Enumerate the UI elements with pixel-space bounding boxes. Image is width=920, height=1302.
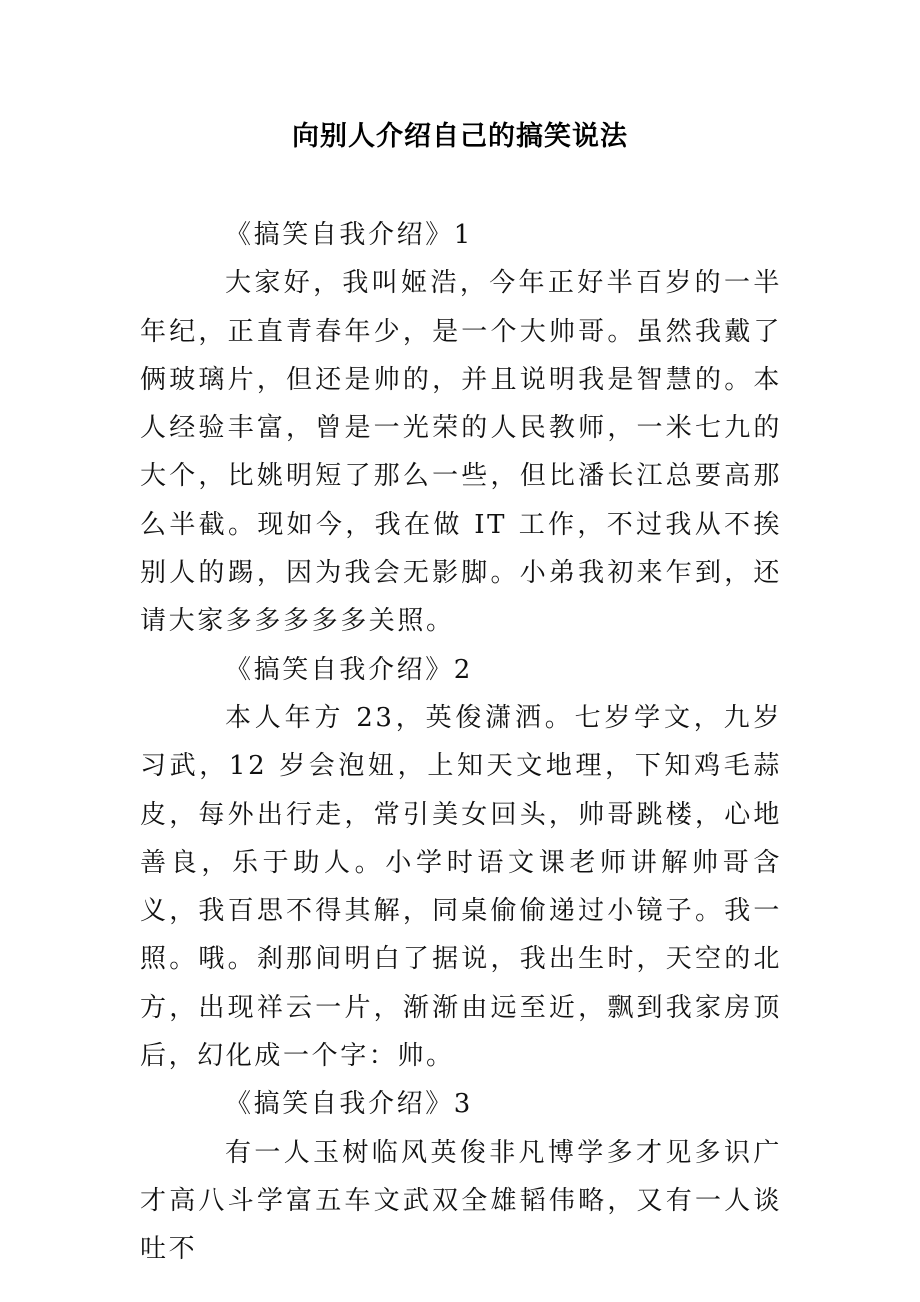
document-body bbox=[140, 211, 782, 1274]
section-heading-3: 《搞笑自我介绍》3 bbox=[225, 1089, 473, 1120]
section-paragraph-1: 大家好，我叫姬浩，今年正好半百岁的一半年纪，正直青春年少，是一个大帅哥。虽然我戴了俩玻璃片，但还是帅的，并且说明我是智慧的。本人经验丰富，曾是一光荣的人民教师，一米七九的大个，比姚明短了那么一些，但比潘长江总要高那么半截。现如今，我在做 IT 工作，不过我从不挨别人的踢，因为我会无影脚。小弟我初来乍到，还请大家多多多多多关照。 bbox=[140, 268, 782, 637]
document-title: 向别人介绍自己的搞笑说法 bbox=[292, 121, 628, 152]
section-paragraph-3: 有一人玉树临风英俊非凡博学多才见多识广才高八斗学富五车文武双全雄韬伟略，又有一人谈吐不 bbox=[140, 1137, 782, 1265]
section-paragraph-2: 本人年方 23，英俊潇洒。七岁学文，九岁习武，12 岁会泡妞，上知天文地理，下知鸡毛蒜皮，每外出行走，常引美女回头，帅哥跳楼，心地善良，乐于助人。小学时语文课老师讲解帅哥含义，我百思不得其解，同桌偷偷递过小镜子。我一照。哦。刹那间明白了据说，我出生时，天空的北方，出现祥云一片，渐渐由远至近，飘到我家房顶后，幻化成一个字：帅。 bbox=[140, 702, 782, 1072]
section-heading-2: 《搞笑自我介绍》2 bbox=[225, 654, 473, 685]
section-heading-1: 《搞笑自我介绍》1 bbox=[225, 220, 473, 250]
